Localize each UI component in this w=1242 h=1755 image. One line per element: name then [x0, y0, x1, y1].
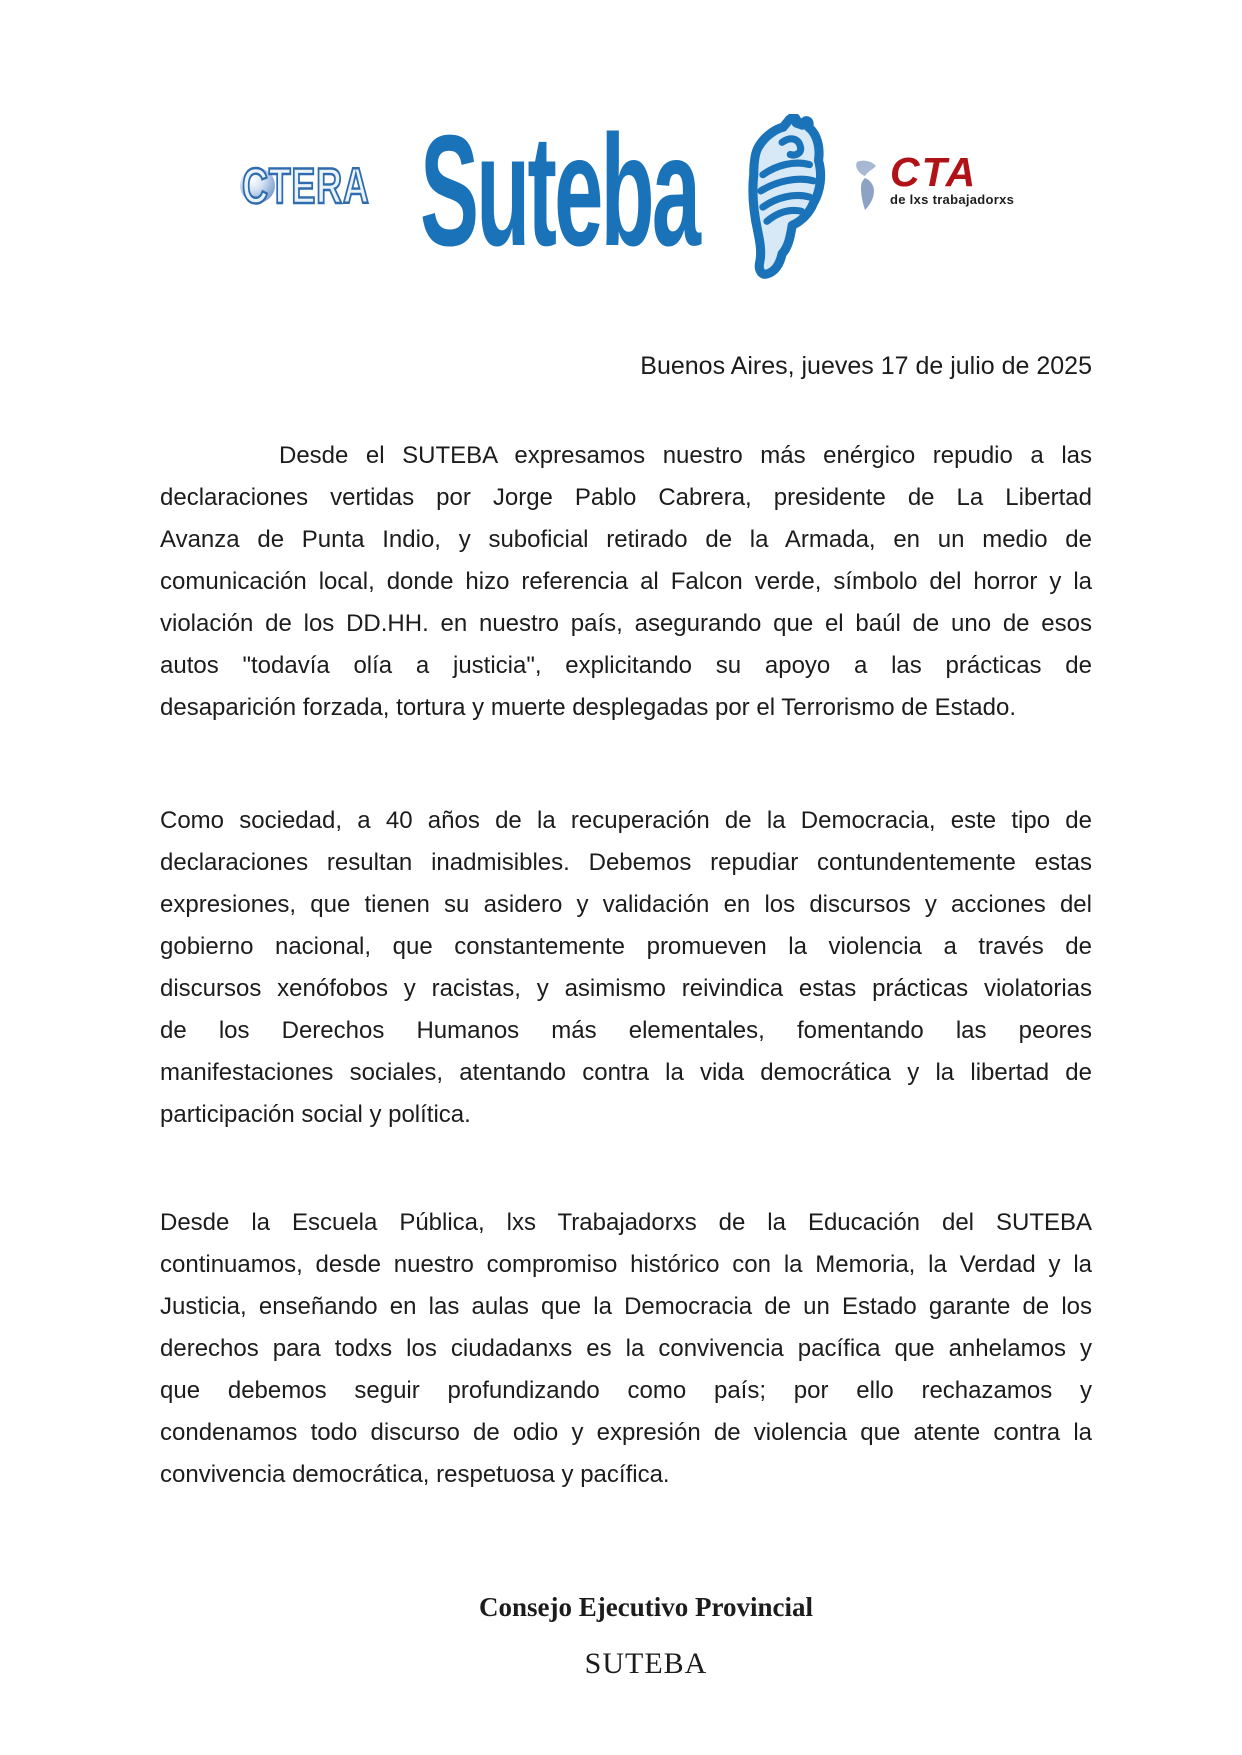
text-line: Desde el SUTEBA expresamos nuestro más enérgico repudio a las — [279, 442, 1092, 469]
suteba-logo — [420, 103, 830, 282]
text-line: Justicia, enseñando en las aulas que la Democracia de un Estado garante de los — [160, 1293, 1092, 1320]
suteba-province-hand-icon — [723, 114, 827, 280]
cta-logo — [850, 149, 1050, 216]
paragraph-1 — [160, 435, 1092, 729]
ctera-logo-text: CTERA — [242, 158, 370, 214]
ctera-logo — [240, 160, 390, 214]
text-line: participación social y política. — [160, 1101, 471, 1128]
paragraph-2 — [160, 800, 1092, 1136]
text-line: violación de los DD.HH. en nuestro país, asegurando que el baúl de uno de esos — [160, 610, 1092, 637]
date-line: Buenos Aires, jueves 17 de julio de 2025 — [640, 352, 1092, 380]
text-line: gobierno nacional, que constantemente promueven la violencia a través de — [160, 933, 1092, 960]
paragraph-3 — [160, 1202, 1092, 1496]
text-line: declaraciones vertidas por Jorge Pablo Cabrera, presidente de La Libertad — [160, 484, 1092, 511]
text-line: discursos xenófobos y racistas, y asimismo reivindica estas prácticas violatorias — [160, 975, 1092, 1002]
cta-logo-subtext: de lxs trabajadorxs — [890, 192, 1015, 207]
suteba-logo-text: Suteba — [420, 103, 699, 279]
text-line: manifestaciones sociales, atentando contra la vida democrática y la libertad de — [160, 1059, 1092, 1086]
text-line: comunicación local, donde hizo referencia al Falcon verde, símbolo del horror y la — [160, 568, 1092, 595]
text-line: derechos para todxs los ciudadanxs es la convivencia pacífica que anhelamos y — [160, 1335, 1092, 1362]
text-line: que debemos seguir profundizando como país; por ello rechazamos y — [160, 1377, 1092, 1404]
text-line: autos "todavía olía a justicia", explicitando su apoyo a las prácticas de — [160, 652, 1092, 679]
text-line: Desde la Escuela Pública, lxs Trabajadorxs de la Educación del SUTEBA — [160, 1209, 1092, 1236]
text-line: declaraciones resultan inadmisibles. Debemos repudiar contundentemente estas — [160, 849, 1092, 876]
cta-logo-text: CTA — [890, 149, 978, 195]
text-line: de los Derechos Humanos más elementales, fomentando las peores — [160, 1017, 1092, 1044]
text-line: Avanza de Punta Indio, y suboficial retirado de la Armada, en un medio de — [160, 526, 1092, 553]
signature-org: SUTEBA — [584, 1647, 708, 1680]
signature-block — [180, 1590, 1112, 1682]
text-line: desaparición forzada, tortura y muerte desplegadas por el Terrorismo de Estado. — [160, 694, 1017, 721]
text-line: expresiones, que tienen su asidero y validación en los discursos y acciones del — [160, 891, 1092, 918]
signature-council: Consejo Ejecutivo Provincial — [479, 1592, 813, 1622]
text-line: continuamos, desde nuestro compromiso histórico con la Memoria, la Verdad y la — [160, 1251, 1092, 1278]
text-line: Como sociedad, a 40 años de la recuperación de la Democracia, este tipo de — [160, 807, 1092, 834]
text-line: condenamos todo discurso de odio y expresión de violencia que atente contra la — [160, 1419, 1092, 1446]
text-line: convivencia democrática, respetuosa y pacífica. — [160, 1461, 670, 1488]
americas-map-icon — [850, 160, 888, 212]
